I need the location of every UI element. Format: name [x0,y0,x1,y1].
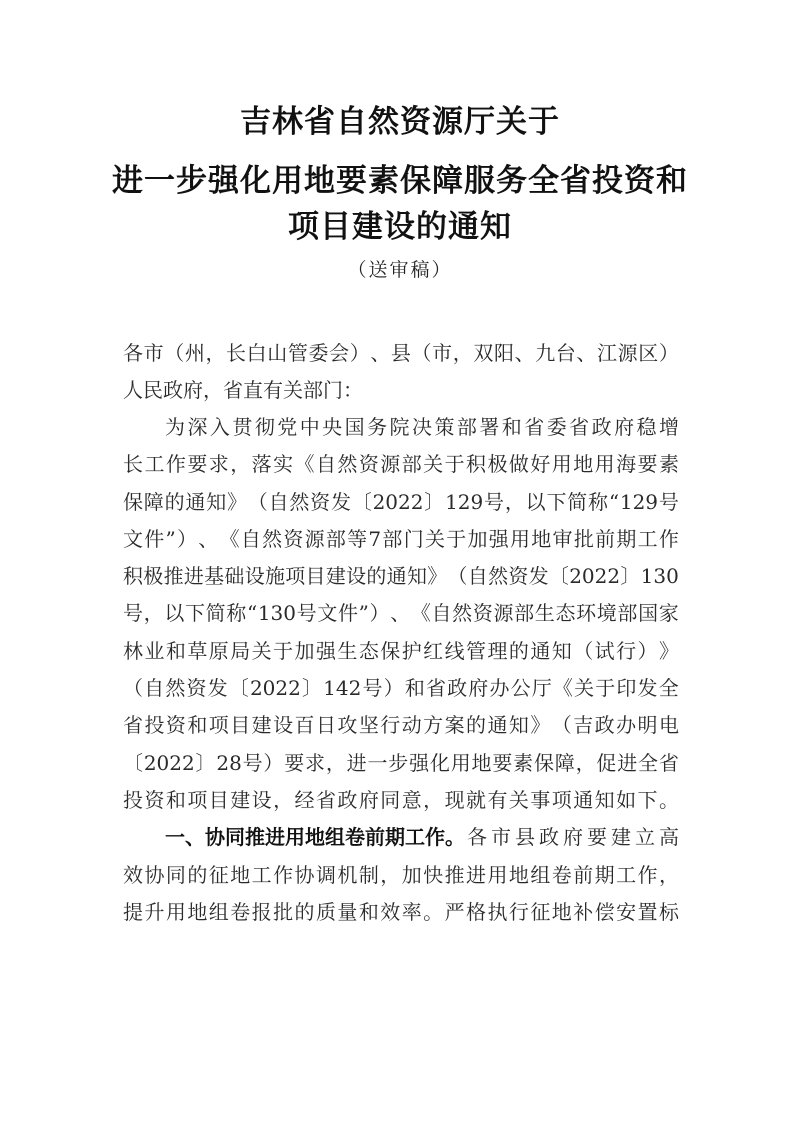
intro-paragraph-line: 投 资 和 项 目 建 设 ， 经 省 政 府 同 意 ， 现 就 有 关 事 项 通 知 如 下 。 [123,788,679,812]
section-1-line: 提 升 用 地 组 卷 报 批 的 质 量 和 效 率 。 严 格 执 行 征 地 补 偿 安 置 标 [123,900,679,924]
intro-paragraph-line: 文 件 ” ） 、 《 自 然 资 源 部 等 7 部 门 关 于 加 强 用 地 审 批 前 期 工 作 [123,527,679,551]
document-title-line-1: 吉林省自然资源厅关于 [240,104,560,140]
intro-paragraph-line: 保 障 的 通 知 》 （ 自 然 资 发 〔 2022 〕 129 号 ， 以 下 简 称 “ 129 号 [123,490,679,514]
section-1-first-line-text: 各 市 县 政 府 要 建 立 高 [467,825,679,849]
intro-paragraph-line: （ 自 然 资 发 〔 2022 〕 142 号 ） 和 省 政 府 办 公 厅 《 关 于 印 发 全 [123,676,679,700]
intro-paragraph-line: 长 工 作 要 求 ， 落 实 《 自 然 资 源 部 关 于 积 极 做 好 用 地 用 海 要 素 [123,452,679,476]
section-1-heading: 一、协同推进用地组卷前期工作。 [165,825,465,849]
intro-paragraph-line: 林 业 和 草 原 局 关 于 加 强 生 态 保 护 红 线 管 理 的 通 知 （ 试 行 ） 》 [123,639,679,663]
document-title-line-3: 项目建设的通知 [288,209,512,245]
section-1-first-line [165,822,679,852]
draft-status-subtitle: （送审稿） [347,259,453,281]
intro-paragraph-line: 省 投 资 和 项 目 建 设 百 日 攻 坚 行 动 方 案 的 通 知 》 （ 吉 政 办 明 电 [123,713,679,737]
intro-paragraph-line: 号 ， 以 下 简 称 “ 130 号 文 件 ” ） 、 《 自 然 资 源 部 生 态 环 境 部 国 家 [123,601,679,625]
document-title-line-2: 进一步强化用地要素保障服务全省投资和 [112,163,688,199]
intro-paragraph-line: 为 深 入 贯 彻 党 中 央 国 务 院 决 策 部 署 和 省 委 省 政 府 稳 增 [165,415,679,439]
intro-paragraph-line: 〔 2022 〕 28 号 ） 要 求 ， 进 一 步 强 化 用 地 要 素 保 障 ， 促 进 全 省 [123,751,679,775]
intro-paragraph-line: 积 极 推 进 基 础 设 施 项 目 建 设 的 通 知 》 （ 自 然 资 发 〔 2022 〕 130 [123,564,679,588]
addressee-line-2: 人民政府，省直有关部门： [123,378,363,402]
section-1-line: 效 协 同 的 征 地 工 作 协 调 机 制 ， 加 快 推 进 用 地 组 卷 前 期 工 作 ， [123,863,679,887]
addressee-line-1: 各 市 （ 州 ， 长 白 山 管 委 会 ） 、 县 （ 市 ， 双 阳 、 九 台 、 江 源 区 ） [123,341,679,365]
